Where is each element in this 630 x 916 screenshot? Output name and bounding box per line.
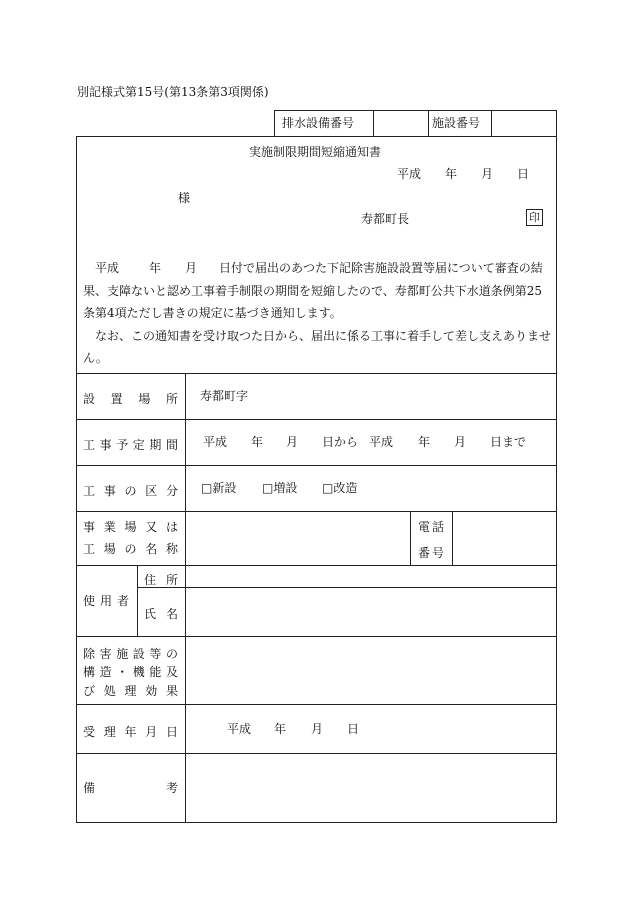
label-char: 氏 bbox=[144, 607, 157, 621]
date-month: 月 bbox=[481, 167, 494, 181]
location-label bbox=[83, 390, 178, 407]
schedule-label bbox=[83, 436, 178, 453]
label-char: 構 bbox=[83, 665, 96, 679]
label-char: 区 bbox=[145, 484, 158, 498]
label-char: 造 bbox=[99, 665, 112, 679]
label-char: 事 bbox=[103, 484, 116, 498]
drain-number-label: 排水設備番号 bbox=[282, 116, 355, 130]
label-char: 除 bbox=[83, 647, 96, 661]
category-option-expand[interactable]: □増設 bbox=[262, 481, 298, 495]
user-address-field[interactable] bbox=[186, 566, 556, 587]
label-char: 分 bbox=[165, 484, 178, 498]
label-char: 間 bbox=[165, 438, 178, 452]
label-char: 機 bbox=[132, 665, 145, 679]
issuer-name: 寿都町長 bbox=[361, 212, 410, 226]
label-char: ・ bbox=[116, 665, 129, 679]
top-table-border-left bbox=[274, 110, 275, 136]
label-char: 所 bbox=[165, 392, 178, 406]
phone-label-line1 bbox=[418, 518, 444, 535]
user-name-field[interactable] bbox=[186, 588, 556, 636]
label-char: 年 bbox=[124, 725, 137, 739]
label-char: 理 bbox=[103, 725, 116, 739]
remarks-label-left: 備 bbox=[83, 781, 96, 795]
label-char: 効 bbox=[145, 684, 158, 698]
form-number: 別記様式第15号(第13条第3項関係) bbox=[77, 85, 269, 99]
label-char: 用 bbox=[99, 594, 112, 608]
user-label bbox=[83, 592, 129, 609]
label-char: 及 bbox=[165, 665, 178, 679]
label-char: 置 bbox=[110, 392, 123, 406]
label-char: 名 bbox=[165, 607, 178, 621]
label-char: 工 bbox=[83, 542, 96, 556]
label-char: 事 bbox=[99, 438, 112, 452]
label-char: 名 bbox=[145, 542, 158, 556]
label-char: 日 bbox=[165, 725, 178, 739]
label-char: 受 bbox=[83, 725, 96, 739]
label-char: 処 bbox=[103, 684, 116, 698]
label-char: 等 bbox=[149, 647, 162, 661]
structure-label-line2 bbox=[83, 663, 178, 680]
remarks-field[interactable] bbox=[186, 754, 556, 822]
notice-paragraph-1: 平成 年 月 日付で届出のあつた下記除害施設設置等届について審査の結果、支障ないと認め工事着手制限の期間を短縮したので、寿都町公共下水道条例第25条第4項ただし書きの規定に基づき通知します。 bbox=[83, 261, 543, 320]
remarks-label-right: 考 bbox=[166, 781, 179, 795]
phone-label-line2 bbox=[418, 544, 444, 561]
workplace-label-line1 bbox=[83, 518, 178, 535]
label-char: 住 bbox=[144, 573, 157, 587]
label-char: 号 bbox=[431, 546, 444, 560]
label-char: 予 bbox=[116, 438, 129, 452]
date-year: 年 bbox=[445, 167, 458, 181]
main-border-right bbox=[556, 136, 557, 823]
label-char: 月 bbox=[145, 725, 158, 739]
label-char: 電 bbox=[418, 520, 431, 534]
schedule-value[interactable]: 平成 年 月 日から 平成 年 月 日まで bbox=[203, 435, 527, 449]
label-char: の bbox=[124, 542, 137, 556]
label-char: 設 bbox=[83, 392, 96, 406]
label-char: 業 bbox=[103, 520, 116, 534]
category-option-new[interactable]: □新設 bbox=[201, 481, 237, 495]
location-value[interactable]: 寿都町字 bbox=[200, 389, 249, 403]
main-border-top bbox=[76, 136, 557, 137]
received-date[interactable]: 平成 年 月 日 bbox=[227, 722, 360, 736]
seal-mark: 印 bbox=[526, 209, 543, 226]
label-char: 場 bbox=[103, 542, 116, 556]
label-char: の bbox=[165, 647, 178, 661]
notice-paragraph-2: なお、この通知書を受け取つた日から、届出に係る工事に着手して差し支えありません。 bbox=[83, 328, 552, 365]
label-char: 設 bbox=[132, 647, 145, 661]
phone-number-field[interactable] bbox=[453, 512, 556, 565]
facility-number-label: 施設番号 bbox=[432, 116, 481, 130]
facility-number-field[interactable] bbox=[492, 111, 556, 136]
label-char: 所 bbox=[165, 573, 178, 587]
label-char: 称 bbox=[165, 542, 178, 556]
label-char: 期 bbox=[149, 438, 162, 452]
structure-label-line1 bbox=[83, 645, 178, 662]
label-char: 施 bbox=[116, 647, 129, 661]
label-char: 番 bbox=[418, 546, 431, 560]
date-era: 平成 bbox=[397, 167, 422, 181]
structure-label-line3 bbox=[83, 682, 178, 699]
label-char: 工 bbox=[83, 438, 96, 452]
label-char: 場 bbox=[124, 520, 137, 534]
user-name-label bbox=[144, 605, 178, 622]
addressee-suffix: 様 bbox=[178, 191, 191, 205]
category-option-modify[interactable]: □改造 bbox=[322, 481, 358, 495]
label-char: 者 bbox=[116, 594, 129, 608]
structure-field[interactable] bbox=[186, 637, 556, 704]
label-char: は bbox=[165, 520, 178, 534]
document-title: 実施制限期間短縮通知書 bbox=[249, 145, 382, 159]
date-day: 日 bbox=[517, 167, 530, 181]
main-border-left bbox=[76, 136, 77, 823]
label-char: び bbox=[83, 684, 96, 698]
label-char: 使 bbox=[83, 594, 96, 608]
user-address-label bbox=[144, 571, 178, 588]
label-char: 話 bbox=[431, 520, 444, 534]
notice-body bbox=[83, 257, 553, 370]
label-char: 又 bbox=[145, 520, 158, 534]
received-label bbox=[83, 723, 178, 740]
label-char: 能 bbox=[149, 665, 162, 679]
label-char: の bbox=[124, 484, 137, 498]
label-char: 定 bbox=[132, 438, 145, 452]
label-char: 害 bbox=[99, 647, 112, 661]
workplace-label-line2 bbox=[83, 540, 178, 557]
label-char: 果 bbox=[165, 684, 178, 698]
workplace-name-field[interactable] bbox=[186, 512, 410, 565]
drain-number-field[interactable] bbox=[374, 111, 428, 136]
label-char: 理 bbox=[124, 684, 137, 698]
category-label bbox=[83, 482, 178, 499]
label-char: 工 bbox=[83, 484, 96, 498]
main-border-bottom bbox=[76, 822, 557, 823]
label-char: 場 bbox=[138, 392, 151, 406]
label-char: 事 bbox=[83, 520, 96, 534]
